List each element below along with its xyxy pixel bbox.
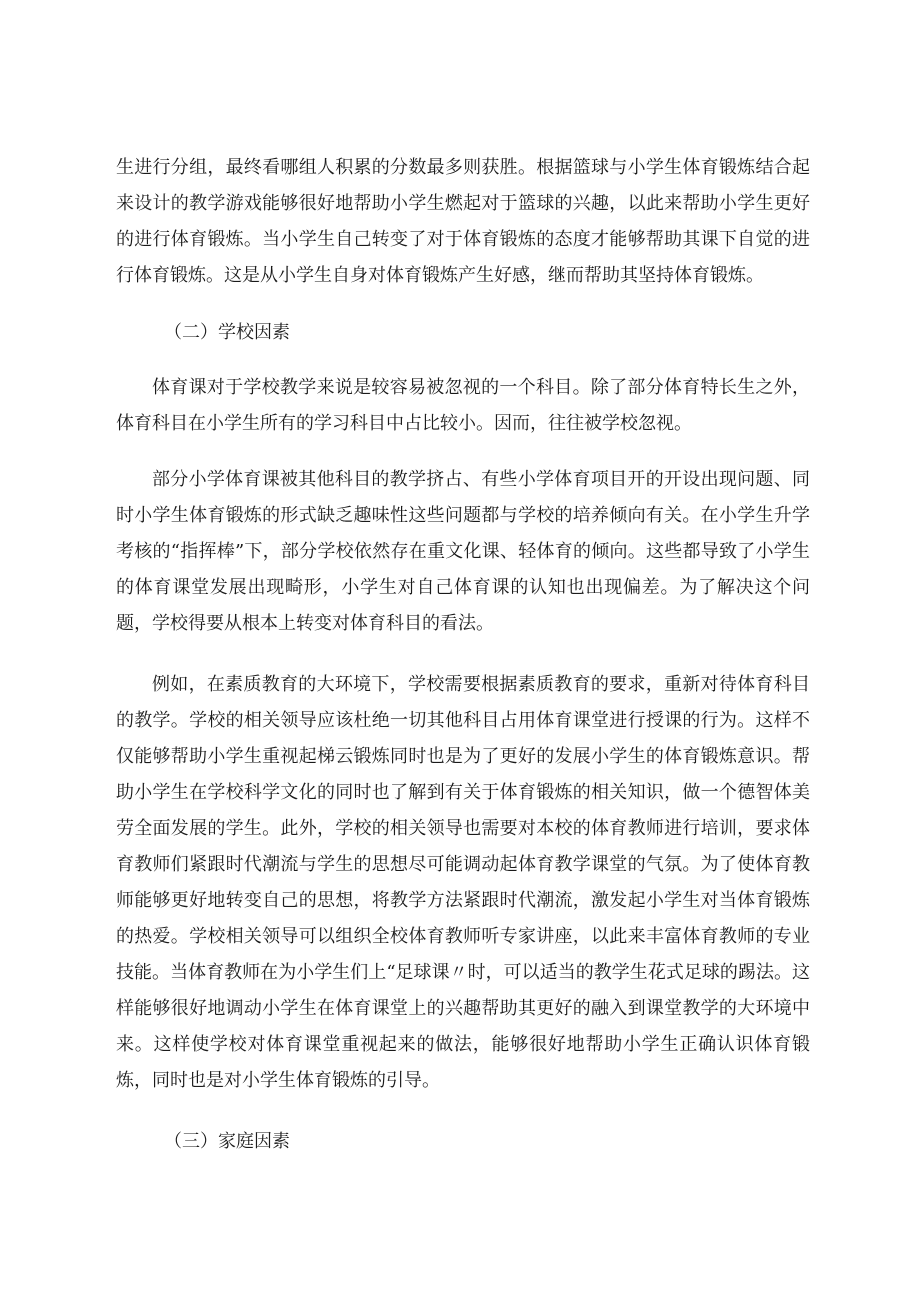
paragraph-school-2: 部分小学体育课被其他科目的教学挤占、有些小学体育项目开的开设出现问题、同时小学生体育锻炼的形式缺乏趣味性这些问题都与学校的培养倾向有关。在小学生升学考核的“指挥棒”下，部分学校依然存在重文化课、轻体育的倾向。这些都导致了小学生的体育课堂发展出现畸形，小学生对自己体育课的认知也出现偏差。为了解决这个问题，学校得要从根本上转变对体育科目的看法。 xyxy=(116,469,810,634)
paragraph-continuation: 生进行分组，最终看哪组人积累的分数最多则获胜。根据篮球与小学生体育锻炼结合起来设计的教学游戏能够很好地帮助小学生燃起对于篮球的兴趣，以此来帮助小学生更好的进行体育锻炼。当小学生自己转变了对于体育锻炼的态度才能够帮助其课下自觉的进行体育锻炼。这是从小学生自身对体育锻炼产生好感，继而帮助其坚持体育锻炼。 xyxy=(116,157,810,286)
section-heading-family: （三）家庭因素 xyxy=(164,1131,290,1152)
paragraph-school-1: 体育课对于学校教学来说是较容易被忽视的一个科目。除了部分体育特长生之外，体育科目在小学生所有的学习科目中占比较小。因而，往往被学校忽视。 xyxy=(116,377,810,434)
section-heading-school: （二）学校因素 xyxy=(164,322,290,343)
paragraph-school-3: 例如，在素质教育的大环境下，学校需要根据素质教育的要求，重新对待体育科目的教学。学校的相关领导应该杜绝一切其他科目占用体育课堂进行授课的行为。这样不仅能够帮助小学生重视起梯云锻炼同时也是为了更好的发展小学生的体育锻炼意识。帮助小学生在学校科学文化的同时也了解到有关于体育锻炼的相关知识，做一个德智体美劳全面发展的学生。此外，学校的相关领导也需要对本校的体育教师进行培训，要求体育教师们紧跟时代潮流与学生的思想尽可能调动起体育教学课堂的气氛。为了使体育教师能够更好地转变自己的思想，将教学方法紧跟时代潮流，激发起小学生对当体育锻炼的热爱。学校相关领导可以组织全校体育教师听专家讲座，以此来丰富体育教师的专业技能。当体育教师在为小学生们上“足球课〃时，可以适当的教学生花式足球的踢法。这样能够很好地调动小学生在体育课堂上的兴趣帮助其更好的融入到课堂教学的大环境中来。这样使学校对体育课堂重视起来的做法，能够很好地帮助小学生正确认识体育锻炼，同时也是对小学生体育锻炼的引导。 xyxy=(116,674,810,1091)
